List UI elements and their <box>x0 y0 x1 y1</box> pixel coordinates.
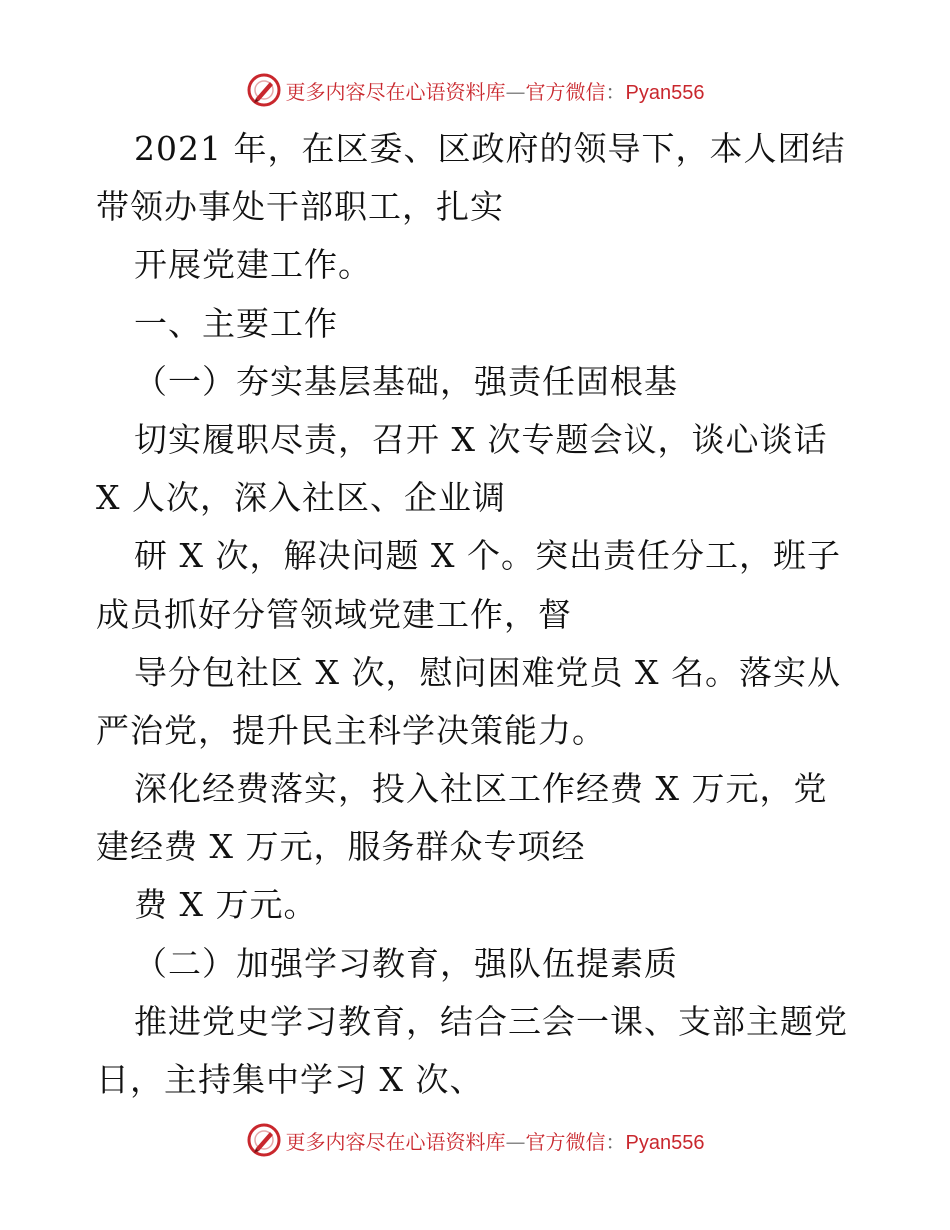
banner-separator: ： <box>605 79 626 104</box>
text-line: 推进党史学习教育，结合三会一课、支部主题党 <box>134 1001 848 1041</box>
wechat-label: 官方微信 <box>525 1129 606 1154</box>
brand-text: 更多内容尽在心语资料库 <box>285 79 506 104</box>
subsection-heading: （二）加强学习教育，强队伍提素质 <box>134 943 678 983</box>
header-banner-text <box>286 76 705 105</box>
text-line: 开展党建工作。 <box>134 245 372 285</box>
footer-banner <box>0 1120 950 1160</box>
banner-separator: ： <box>605 1129 626 1154</box>
text-line: 研 X 次，解决问题 X 个。突出责任分工，班子 <box>134 536 841 576</box>
wechat-id: Pyan556 <box>625 1131 705 1154</box>
wechat-id: Pyan556 <box>625 81 705 104</box>
brand-text: 更多内容尽在心语资料库 <box>285 1129 506 1154</box>
text-line: 严治党，提升民主科学决策能力。 <box>96 710 606 750</box>
banner-dash: — <box>505 79 526 104</box>
text-line: 日，主持集中学习 X 次、 <box>96 1060 484 1099</box>
pen-nib-logo-icon <box>246 72 282 108</box>
section-heading: 一、主要工作 <box>134 303 338 343</box>
header-banner <box>0 70 950 110</box>
subsection-heading: （一）夯实基层基础，强责任固根基 <box>134 361 678 401</box>
footer-banner-text <box>286 1126 705 1155</box>
pen-nib-logo-icon <box>246 1122 282 1158</box>
wechat-label: 官方微信 <box>525 79 606 104</box>
text-line: 成员抓好分管领域党建工作，督 <box>96 594 572 634</box>
banner-dash: — <box>505 1129 526 1154</box>
text-line: 费 X 万元。 <box>134 885 318 925</box>
text-line: 切实履职尽责，召开 X 次专题会议，谈心谈话 <box>134 419 828 459</box>
text-line: 导分包社区 X 次，慰问困难党员 X 名。落实从 <box>134 652 841 692</box>
text-line: 2021 年，在区委、区政府的领导下，本人团结 <box>134 129 846 168</box>
document-body <box>96 120 876 1109</box>
text-line: X 人次，深入社区、企业调 <box>96 478 506 518</box>
text-line: 建经费 X 万元，服务群众专项经 <box>96 827 586 867</box>
text-line: 深化经费落实，投入社区工作经费 X 万元，党 <box>134 769 828 809</box>
text-line: 带领办事处干部职工，扎实 <box>96 187 504 227</box>
